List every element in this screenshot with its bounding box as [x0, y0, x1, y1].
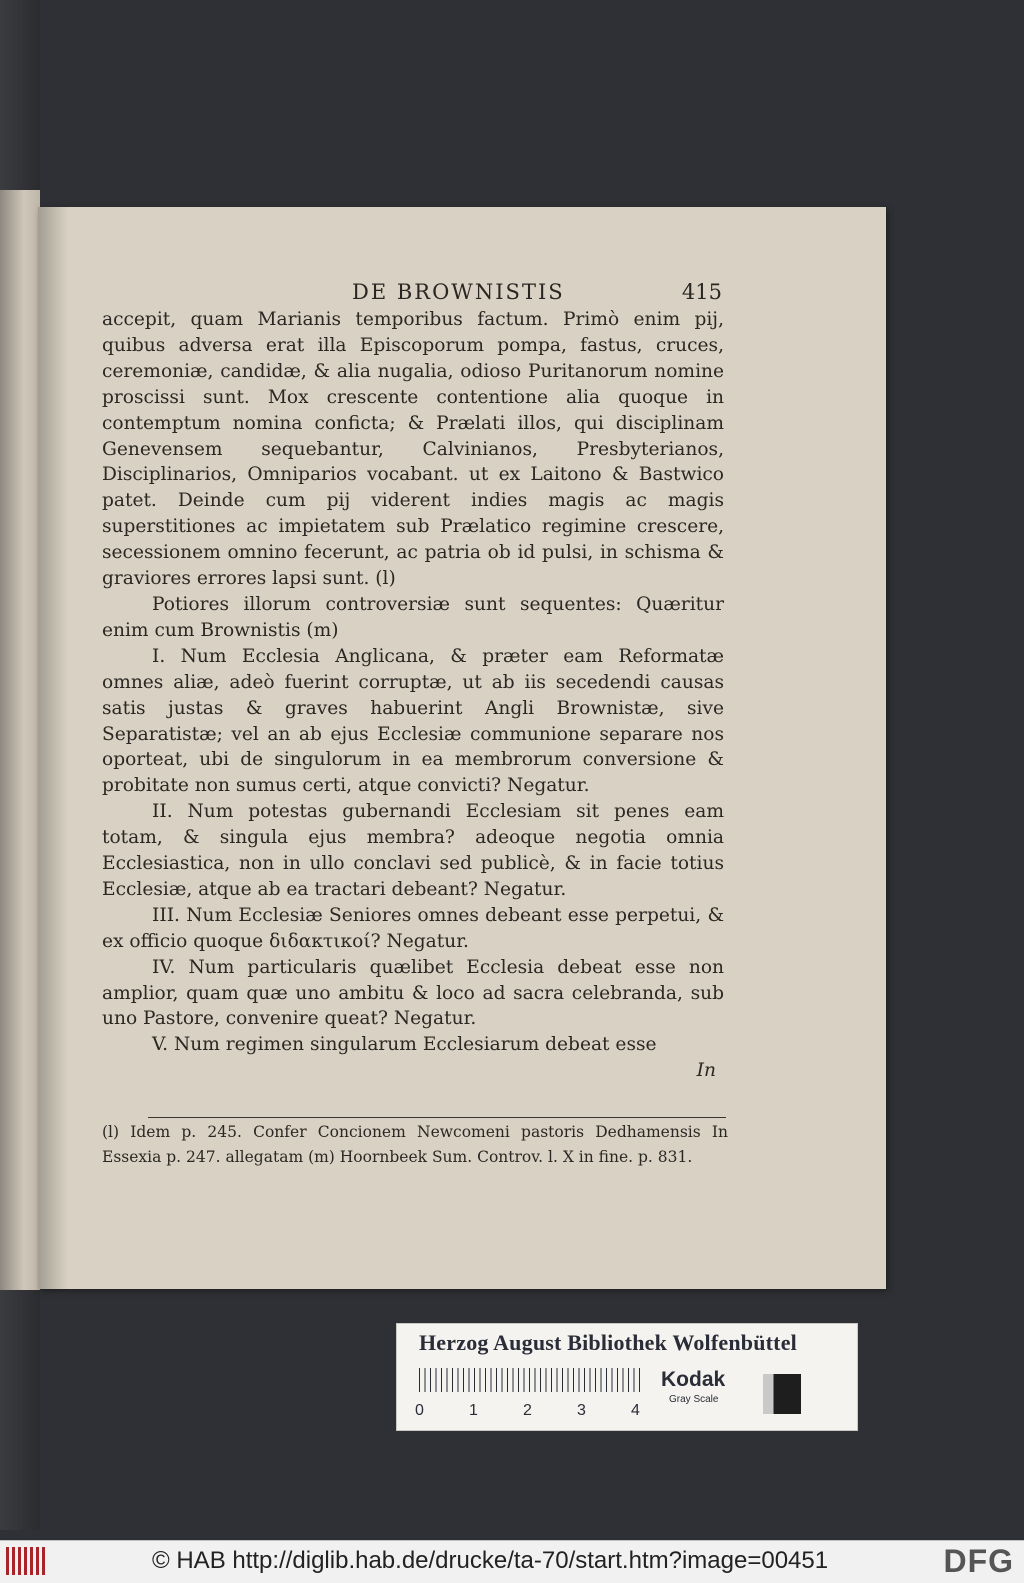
catchword: In [696, 1060, 716, 1082]
dfg-logo: DFG [943, 1543, 1014, 1579]
gray-scale-label: Gray Scale [669, 1394, 719, 1405]
barcode-icon [6, 1547, 46, 1575]
footnotes: (l) Idem p. 245. Confer Concionem Newcomeni pastoris Dedhamensis In Essexia p. 247. allegatam (m) Hoornbeek Sum. Controv. l. X in fine. p. 831. [102, 1123, 728, 1166]
question-3: III. Num Ecclesiæ Seniores omnes debeant esse perpetui, & ex officio quoque διδακτικοί? Negatur. [102, 904, 724, 952]
ruler-label-3: 3 [577, 1402, 586, 1419]
paragraph-controversies: Potiores illorum controversiæ sunt sequentes: Quæritur enim cum Brownistis (m) [102, 593, 724, 641]
paragraph-intro: accepit, quam Marianis temporibus factum. Primò enim pij, quibus adversa erat illa Episcoporum pompa, fastus, cruces, ceremoniæ, candidæ, & alia nugalia, odioso Puritanorum nomine proscissi sunt. Mox crescente contentione alia quoque in contemptum nomina conficta; & Prælati illos, qui disciplinam Genevensem sequebantur, Calvinianos, Presbyterianos, Disciplinarios, Omniparios vocabant. ut ex Laitono & Bastwico patet. Deinde cum pij viderent indies magis ac magis superstitiones ac impietatem sub Prælatico regimine crescere, secessionem omnino fecerunt, ac patria ob id pulsi, in schisma & graviores errores lapsi sunt. (l) [102, 309, 724, 590]
page-number: 415 [681, 280, 722, 304]
library-name: Herzog August Bibliothek Wolfenbüttel [419, 1330, 797, 1355]
footer-bar [0, 1540, 1024, 1583]
question-5: V. Num regimen singularum Ecclesiarum debeat esse [152, 1034, 657, 1056]
body-text [102, 307, 724, 1084]
ruler-label-0: 0 [415, 1402, 424, 1419]
ruler-label-2: 2 [523, 1402, 532, 1419]
running-head [112, 280, 722, 306]
question-2: II. Num potestas gubernandi Ecclesiam sit penes eam totam, & singula ejus membra? adeoque negotia omnia Ecclesiastica, non in ullo conclavi sed publicè, & in facie totius Ecclesiæ, atque ab ea tractari debeant? Negatur. [102, 801, 724, 900]
question-1: I. Num Ecclesia Anglicana, & præter eam Reformatæ omnes aliæ, adeò fuerint corruptæ, ut ab iis secedendi causas satis justas & graves habuerint Angli Brownistæ, sive Separatistæ; vel an ab ejus Ecclesiæ communione separare nos oporteat, ubi de singulorum in ea membrorum conversione & probitate non sumus certi, atque convicti? Negatur. [102, 645, 724, 797]
question-4: IV. Num particularis quælibet Ecclesia debeat esse non amplior, quam quæ uno ambitu & loco ad sacra celebranda, sub uno Pastore, convenire queat? Negatur. [102, 956, 724, 1030]
ruler-scale [419, 1368, 641, 1392]
ruler-label-1: 1 [469, 1402, 478, 1419]
book-page [38, 207, 886, 1289]
running-title: DE BROWNISTIS [352, 280, 565, 304]
gray-swatch [763, 1374, 801, 1414]
footnote-divider [148, 1117, 726, 1118]
kodak-logo: Kodak [661, 1368, 726, 1391]
color-reference-card [396, 1323, 858, 1431]
ruler-label-4: 4 [631, 1402, 640, 1419]
source-credit: © HAB http://diglib.hab.de/drucke/ta-70/start.htm?image=00451 [152, 1547, 829, 1574]
previous-page-edge [0, 190, 40, 1290]
